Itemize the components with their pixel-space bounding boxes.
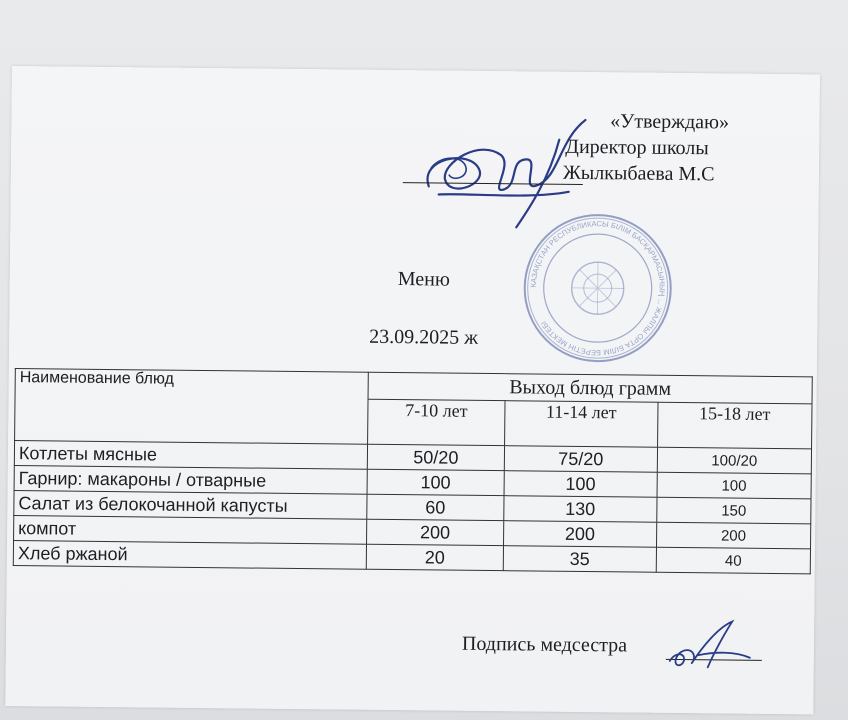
- dish-name: компот: [14, 516, 367, 545]
- portion-value: 100: [367, 469, 504, 495]
- dish-name: Гарнир: макароны / отварные: [14, 466, 367, 495]
- portion-value: 200: [503, 521, 656, 548]
- approval-title: «Утверждаю»: [610, 110, 730, 134]
- age-group-header: 11-14 лет: [504, 401, 657, 448]
- portion-value: 200: [656, 522, 810, 549]
- portion-value: 20: [366, 544, 503, 570]
- portion-value: 40: [656, 547, 810, 574]
- portion-value: 100/20: [657, 447, 811, 474]
- official-seal: [521, 211, 675, 365]
- dish-name: Хлеб ржаной: [13, 541, 366, 570]
- portion-value: 100: [504, 471, 657, 498]
- portion-value: 50/20: [367, 444, 504, 470]
- age-group-header: 15-18 лет: [657, 402, 812, 449]
- portion-value: 60: [367, 494, 504, 520]
- page-title: Меню: [397, 268, 450, 291]
- portion-value: 35: [503, 546, 656, 573]
- portion-value: 100: [657, 472, 811, 499]
- dish-name: Салат из белокочанной капусты: [14, 491, 367, 520]
- approval-block: [562, 108, 735, 188]
- portion-value: 130: [504, 496, 657, 523]
- yield-header: Выход блюд грамм: [368, 372, 812, 404]
- dish-name: Котлеты мясные: [14, 441, 367, 470]
- approval-position: Директор школы: [565, 135, 709, 160]
- portion-value: 150: [657, 497, 811, 524]
- portion-value: 75/20: [504, 446, 657, 473]
- nurse-signature-label: Подпись медсестра: [461, 632, 628, 657]
- menu-table: [13, 368, 813, 574]
- age-group-header: 7-10 лет: [368, 399, 505, 445]
- approval-name: Жылкыбаева М.С: [562, 161, 715, 186]
- document-sheet: [5, 66, 820, 714]
- menu-date: 23.09.2025 ж: [369, 325, 479, 349]
- portion-value: 200: [367, 519, 504, 545]
- nurse-signature: [662, 617, 759, 674]
- svg-text:КАЗАҚСТАН РЕСПУБЛИКАСЫ БІЛІМ Б: КАЗАҚСТАН РЕСПУБЛИКАСЫ БІЛІМ БАСҚАРМАСЫНЫҢ ... ЖАЛПЫ ОРТА БІЛІМ БЕРЕТІН МЕКТЕБІ: [528, 219, 667, 358]
- dish-name-header: Наименование блюд: [15, 369, 369, 445]
